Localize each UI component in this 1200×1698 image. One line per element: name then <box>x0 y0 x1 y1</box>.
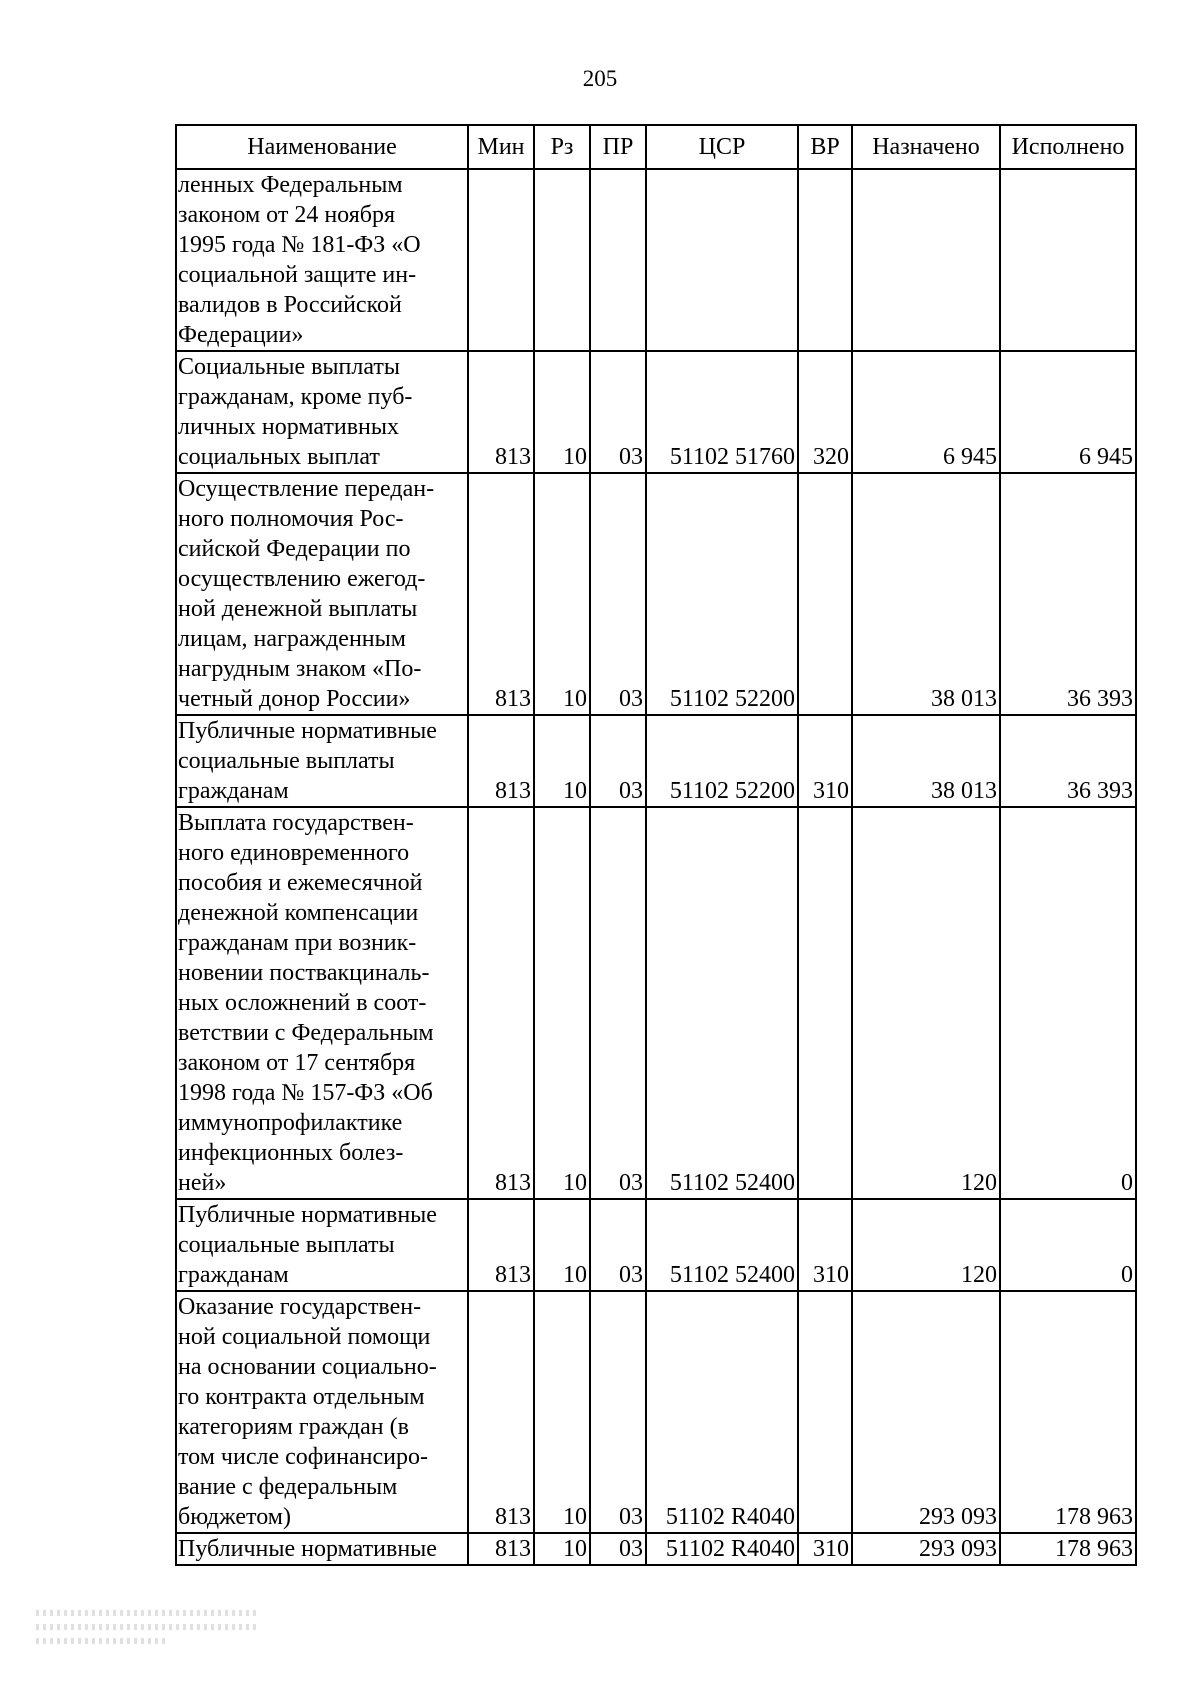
cell-pr: 03 <box>590 351 646 473</box>
cell-assigned: 6 945 <box>852 351 1000 473</box>
cell-name: Публичные нормативные социальные выплаты гражданам <box>176 715 468 807</box>
cell-executed: 0 <box>1000 1199 1136 1291</box>
cell-pr: 03 <box>590 1291 646 1533</box>
cell-name: Публичные нормативные <box>176 1533 468 1565</box>
cell-rz: 10 <box>534 1291 590 1533</box>
scan-artifact <box>36 1602 256 1672</box>
table-row <box>176 169 1136 351</box>
cell-min: 813 <box>468 1533 534 1565</box>
cell-assigned: 120 <box>852 1199 1000 1291</box>
header-assigned: Назначено <box>852 125 1000 169</box>
header-pr: ПР <box>590 125 646 169</box>
header-row <box>176 125 1136 169</box>
cell-pr: 03 <box>590 1199 646 1291</box>
header-min: Мин <box>468 125 534 169</box>
cell-vr: 310 <box>798 1199 852 1291</box>
cell-rz: 10 <box>534 807 590 1199</box>
header-rz: Рз <box>534 125 590 169</box>
cell-executed: 178 963 <box>1000 1533 1136 1565</box>
page-number: 205 <box>582 66 618 91</box>
cell-executed: 36 393 <box>1000 715 1136 807</box>
cell-executed: 178 963 <box>1000 1291 1136 1533</box>
cell-rz: 10 <box>534 715 590 807</box>
cell-name: Оказание государствен- ной социальной помощи на основании социально- го контракта отдельным категориям граждан (в том числе софинансиро- вание с федеральным бюджетом) <box>176 1291 468 1533</box>
cell-assigned: 38 013 <box>852 473 1000 715</box>
cell-vr: 310 <box>798 1533 852 1565</box>
cell-pr: 03 <box>590 807 646 1199</box>
cell-vr <box>798 169 852 351</box>
cell-min: 813 <box>468 1291 534 1533</box>
cell-rz: 10 <box>534 473 590 715</box>
cell-csr: 51102 R4040 <box>646 1533 798 1565</box>
cell-csr: 51102 52200 <box>646 715 798 807</box>
cell-pr: 03 <box>590 473 646 715</box>
cell-csr: 51102 51760 <box>646 351 798 473</box>
table-row <box>176 1291 1136 1533</box>
cell-rz <box>534 169 590 351</box>
cell-assigned: 120 <box>852 807 1000 1199</box>
cell-vr <box>798 473 852 715</box>
table-row <box>176 715 1136 807</box>
table-row <box>176 807 1136 1199</box>
budget-table <box>175 124 1137 1566</box>
cell-executed <box>1000 169 1136 351</box>
cell-csr: 51102 52400 <box>646 1199 798 1291</box>
cell-vr: 320 <box>798 351 852 473</box>
cell-name: Осуществление передан- ного полномочия Рос- сийской Федерации по осуществлению ежегод- ной денежной выплаты лицам, награжденным нагрудным знаком «По- четный донор России» <box>176 473 468 715</box>
cell-rz: 10 <box>534 1199 590 1291</box>
cell-min <box>468 169 534 351</box>
header-executed: Исполнено <box>1000 125 1136 169</box>
cell-csr: 51102 52400 <box>646 807 798 1199</box>
header-csr: ЦСР <box>646 125 798 169</box>
cell-assigned: 293 093 <box>852 1533 1000 1565</box>
cell-name: Выплата государствен- ного единовременного пособия и ежемесячной денежной компенсации гражданам при возник- новении поствакциналь- ных осложнений в соот- ветствии с Федеральным законом от 17 сентября 1998 года № 157-ФЗ «Об иммунопрофилактике инфекционных болез- ней» <box>176 807 468 1199</box>
cell-pr: 03 <box>590 715 646 807</box>
cell-name: Социальные выплаты гражданам, кроме пуб- личных нормативных социальных выплат <box>176 351 468 473</box>
cell-assigned <box>852 169 1000 351</box>
cell-pr <box>590 169 646 351</box>
cell-rz: 10 <box>534 1533 590 1565</box>
cell-vr <box>798 1291 852 1533</box>
cell-min: 813 <box>468 351 534 473</box>
table-row <box>176 1199 1136 1291</box>
header-vr: ВР <box>798 125 852 169</box>
cell-min: 813 <box>468 1199 534 1291</box>
table-row <box>176 1533 1136 1565</box>
cell-csr: 51102 R4040 <box>646 1291 798 1533</box>
cell-name: ленных Федеральным законом от 24 ноября 1995 года № 181-ФЗ «О социальной защите ин- валидов в Российской Федерации» <box>176 169 468 351</box>
cell-executed: 6 945 <box>1000 351 1136 473</box>
cell-rz: 10 <box>534 351 590 473</box>
cell-min: 813 <box>468 807 534 1199</box>
cell-csr <box>646 169 798 351</box>
cell-min: 813 <box>468 715 534 807</box>
cell-min: 813 <box>468 473 534 715</box>
cell-pr: 03 <box>590 1533 646 1565</box>
cell-csr: 51102 52200 <box>646 473 798 715</box>
cell-vr <box>798 807 852 1199</box>
cell-name: Публичные нормативные социальные выплаты гражданам <box>176 1199 468 1291</box>
cell-executed: 0 <box>1000 807 1136 1199</box>
table-row <box>176 351 1136 473</box>
cell-assigned: 293 093 <box>852 1291 1000 1533</box>
header-name: Наименование <box>176 125 468 169</box>
cell-vr: 310 <box>798 715 852 807</box>
cell-assigned: 38 013 <box>852 715 1000 807</box>
cell-executed: 36 393 <box>1000 473 1136 715</box>
table-row <box>176 473 1136 715</box>
